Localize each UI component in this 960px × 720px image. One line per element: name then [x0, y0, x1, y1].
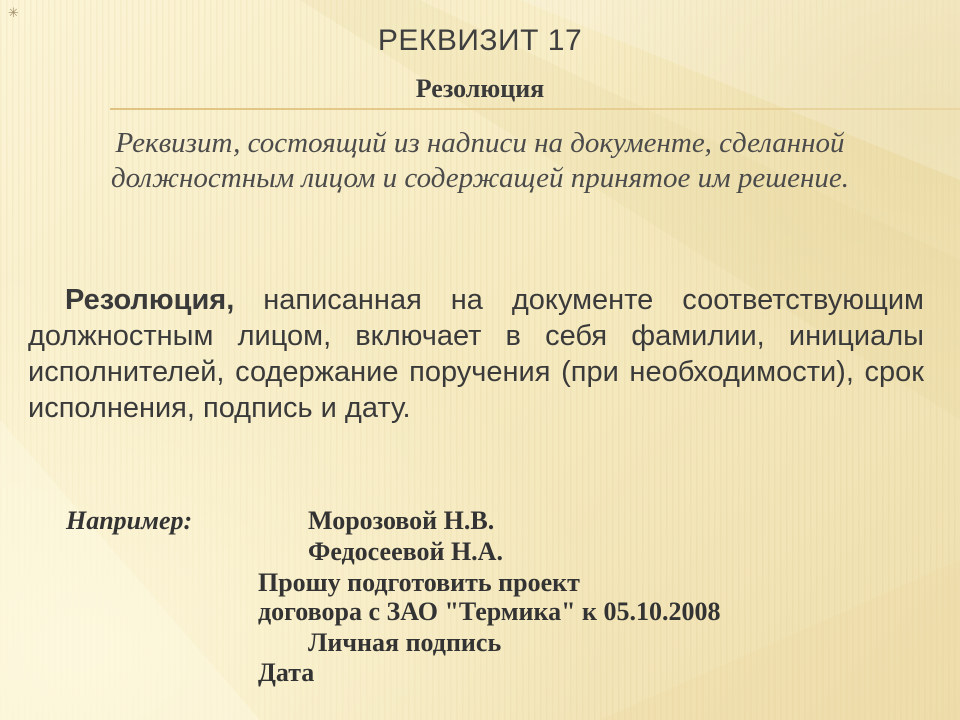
definition-text: Реквизит, состоящий из надписи на документе, сделанной должностным лицом и содержащей принятое им решение.	[110, 127, 850, 194]
example-label: Например:	[66, 506, 193, 535]
slide-corner-mark: ✳	[8, 6, 19, 21]
example-addressee-2: Федосеевой Н.А.	[308, 537, 503, 566]
example-date: Дата	[258, 658, 315, 687]
slide-subtitle: Резолюция	[415, 74, 545, 103]
example-signature: Личная подпись	[308, 628, 502, 657]
slide-title: РЕКВИЗИТ 17	[377, 24, 583, 57]
resolution-description-text: написанная на документе соответствующим должностным лицом, включает в себя фамилии, инициалы исполнителей, содержание поручения (при необходимости), срок исполнения, подпись и дату.	[28, 284, 924, 424]
example-instruction-line-2: договора с ЗАО "Термика" к 05.10.2008	[258, 597, 721, 626]
example-addressee-1: Морозовой Н.В.	[308, 506, 495, 535]
resolution-description	[28, 282, 924, 426]
resolution-lead-term: Резолюция,	[65, 284, 235, 316]
title-divider	[110, 108, 960, 110]
example-instruction-line-1: Прошу подготовить проект	[258, 568, 580, 597]
